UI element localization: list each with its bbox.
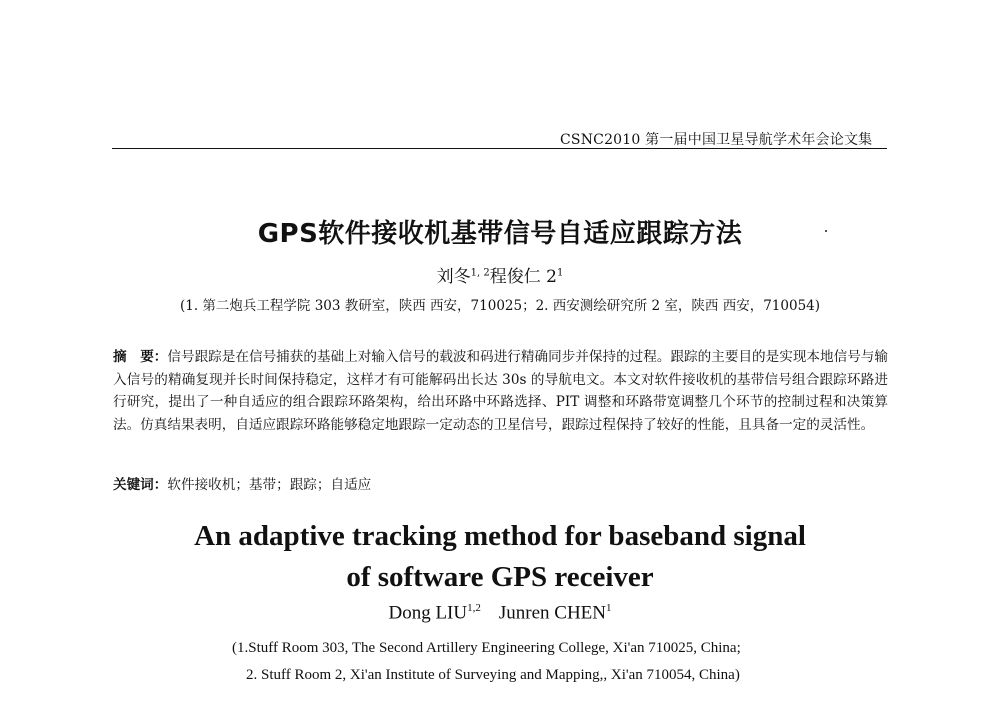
keywords-text: 软件接收机；基带；跟踪；自适应 — [167, 477, 372, 493]
chinese-title: GPS软件接收机基带信号自适应跟踪方法 — [257, 219, 743, 249]
cn-author-1: 刘冬 — [436, 267, 471, 287]
en-author-2: Junren CHEN — [498, 602, 607, 624]
en-author-1-sup: 1,2 — [467, 602, 481, 614]
english-affiliation-2: 2. Stuff Room 2, Xi'an Institute of Surveying and Mapping,, Xi'an 710054, China) — [246, 667, 740, 683]
english-affiliation-1: (1.Stuff Room 303, The Second Artillery Engineering College, Xi'an 710025, China; — [232, 640, 741, 656]
abstract-label: 摘 要： — [113, 349, 168, 365]
chinese-affiliation: (1. 第二炮兵工程学院 303 教研室，陕西 西安，710025；2. 西安测绘研究所 2 室，陕西 西安，710054) — [179, 298, 821, 314]
cn-author-2-sup: 1 — [556, 267, 564, 279]
running-header: CSNC2010 第一届中国卫星导航学术年会论文集 — [560, 132, 873, 148]
header-rule — [112, 148, 887, 149]
cn-author-2: 程俊仁 — [489, 267, 541, 287]
chinese-authors — [0, 262, 1000, 287]
keywords-label: 关键词： — [113, 477, 168, 493]
cn-author-2-num: 2 — [546, 267, 557, 287]
english-title-line-1: An adaptive tracking method for baseband signal — [194, 520, 806, 552]
english-authors — [0, 602, 1000, 624]
en-author-2-sup: 1 — [606, 602, 612, 614]
abstract-text: 信号跟踪是在信号捕获的基础上对输入信号的载波和码进行精确同步并保持的过程。跟踪的主要目的是实现本地信号与输入信号的精确复现并长时间保持稳定，这样才有可能解码出长达 30s 的导航电文。本文对软件接收机的基带信号组合跟踪环路进行研究，提出了一种自适应的组合跟踪环路架构，给出环路中环路选择、PIT 调整和环路带宽调整几个环节的控制过程和决策算法。仿真结果表明，自适应跟踪环路能够稳定地跟踪一定动态的卫星信号，跟踪过程保持了较好的性能，且具备一定的灵活性。 — [113, 349, 889, 433]
en-author-1: Dong LIU — [388, 602, 468, 624]
cn-author-1-sup: 1, 2 — [470, 267, 490, 279]
english-title-line-2: of software GPS receiver — [346, 561, 654, 593]
chinese-abstract — [113, 346, 888, 436]
chinese-keywords — [113, 473, 888, 493]
